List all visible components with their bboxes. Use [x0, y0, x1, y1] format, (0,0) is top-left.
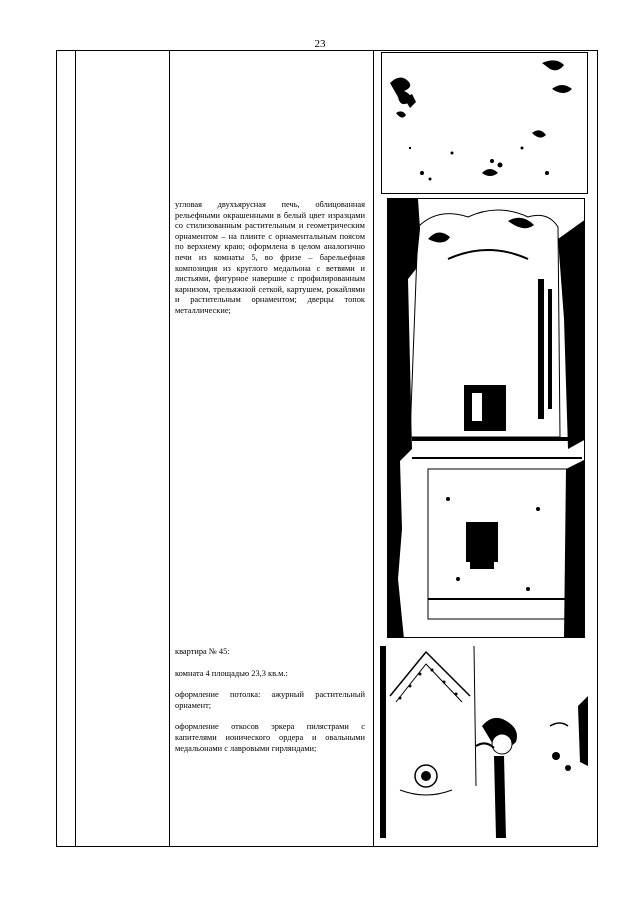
ceiling-ornament-photo	[381, 52, 588, 194]
bay-window-decoration: оформление откосов эркера пилястрами с капителями ионического ордера и овальными медальонами с лавровыми гирляндами;	[175, 722, 365, 753]
room-heading: комната 4 площадью 23,3 кв.м.:	[175, 668, 288, 678]
apartment-block	[175, 647, 365, 765]
stove-description: угловая двухъярусная печь, облицованная рельефными окрашенными в белый цвет изразцами со стилизованным растительным и геометрическим орнаментом – на плинте с орнаментальным поясом по верхнему краю; оформлена в целом аналогично печи из комнаты 5, во фризе – барельефная композиция из круглого медальона с ветвями и листьями, фигурное навершие с профилированным карнизом, трельяжной сеткой, картушем, рокайлями и растительным орнаментом; дверцы топок металлические;	[175, 200, 365, 315]
page-number: 23	[314, 38, 326, 50]
column-divider	[373, 51, 374, 846]
column-divider	[75, 51, 76, 846]
apartment-title: квартира № 45:	[175, 647, 230, 656]
stove-photo	[387, 198, 585, 638]
ceiling-decoration: оформление потолка: ажурный растительный орнамент;	[175, 690, 365, 710]
bay-window-photo	[380, 646, 588, 838]
column-divider	[169, 51, 170, 846]
